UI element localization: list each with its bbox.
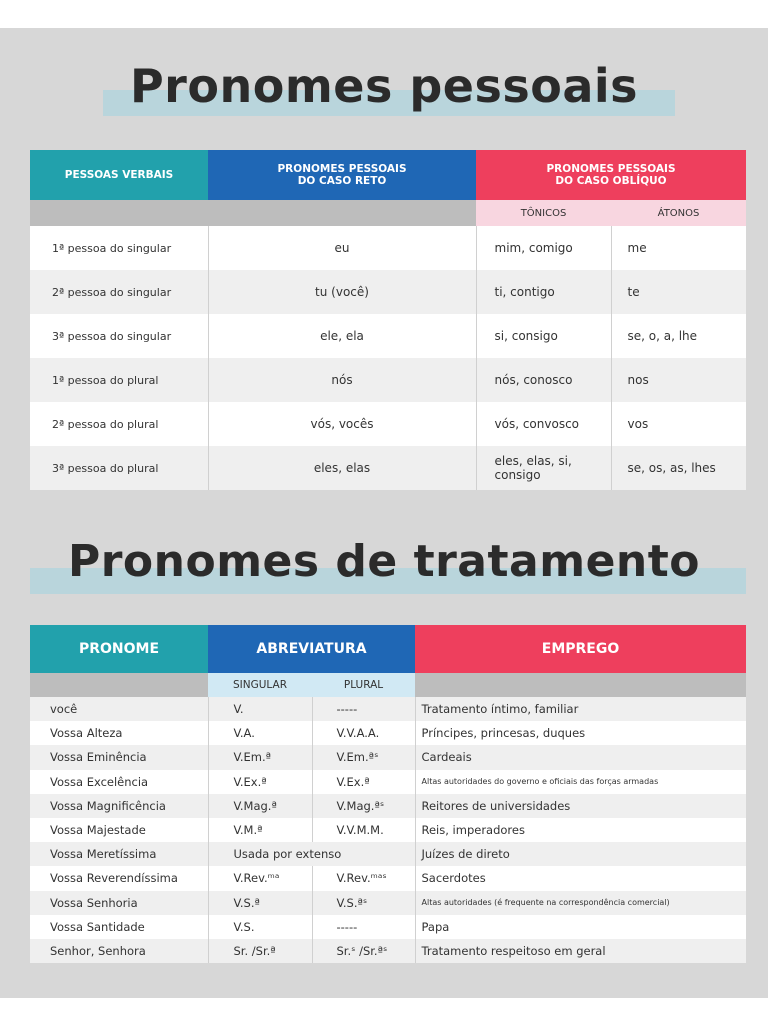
section-title-pronomes-tratamento: Pronomes de tratamento (67, 536, 700, 587)
table-row: Vossa Santidade V.S. ----- Papa (30, 915, 746, 939)
table-row: Vossa Senhoria V.S.ª V.S.ªˢ Altas autoridades (é frequente na correspondência comercial) (30, 891, 746, 915)
table-row: Vossa Majestade V.M.ª V.V.M.M. Reis, imperadores (30, 818, 746, 842)
table-row: Senhor, Senhora Sr. /Sr.ª Sr.ˢ /Sr.ªˢ Tratamento respeitoso em geral (30, 939, 746, 963)
table-row: Vossa Excelência V.Ex.ª V.Ex.ª Altas autoridades do governo e oficiais das forças armadas (30, 770, 746, 794)
table-row: Vossa Eminência V.Em.ª V.Em.ªˢ Cardeais (30, 745, 746, 769)
table-row: 3ª pessoa do singular ele, ela si, consigo se, o, a, lhe (30, 314, 746, 358)
subheader-atonos: ÁTONOS (611, 200, 746, 226)
table-row: 1ª pessoa do plural nós nós, conosco nos (30, 358, 746, 402)
header-caso-reto: PRONOMES PESSOAIS DO CASO RETO (208, 150, 476, 200)
table-row: Vossa Reverendíssima V.Rev.ᵐᵃ V.Rev.ᵐᵃˢ Sacerdotes (30, 866, 746, 890)
subheader-plural: PLURAL (312, 673, 415, 697)
table-row: 2ª pessoa do plural vós, vocês vós, convosco vos (30, 402, 746, 446)
table-row: 2ª pessoa do singular tu (você) ti, contigo te (30, 270, 746, 314)
header-emprego: EMPREGO (415, 625, 746, 673)
header-pronome: PRONOME (30, 625, 208, 673)
table-row: 1ª pessoa do singular eu mim, comigo me (30, 226, 746, 270)
header-abreviatura: ABREVIATURA (208, 625, 415, 673)
pronomes-pessoais-table (30, 150, 746, 490)
table-row: Vossa Meretíssima Usada por extenso Juízes de direto (30, 842, 746, 866)
header-pessoas-verbais: PESSOAS VERBAIS (30, 150, 208, 200)
pronomes-tratamento-table (30, 625, 746, 963)
table-row: 3ª pessoa do plural eles, elas eles, elas, si, consigo se, os, as, lhes (30, 446, 746, 490)
section-title-pronomes-pessoais: Pronomes pessoais (129, 59, 639, 113)
table-row: Vossa Alteza V.A. V.V.A.A. Príncipes, princesas, duques (30, 721, 746, 745)
subheader-singular: SINGULAR (208, 673, 312, 697)
table-row: você V. ----- Tratamento íntimo, familiar (30, 697, 746, 721)
subheader-tonicos: TÔNICOS (476, 200, 611, 226)
table-row: Vossa Magnificência V.Mag.ª V.Mag.ªˢ Reitores de universidades (30, 794, 746, 818)
header-caso-obliquo: PRONOMES PESSOAIS DO CASO OBLÍQUO (476, 150, 746, 200)
